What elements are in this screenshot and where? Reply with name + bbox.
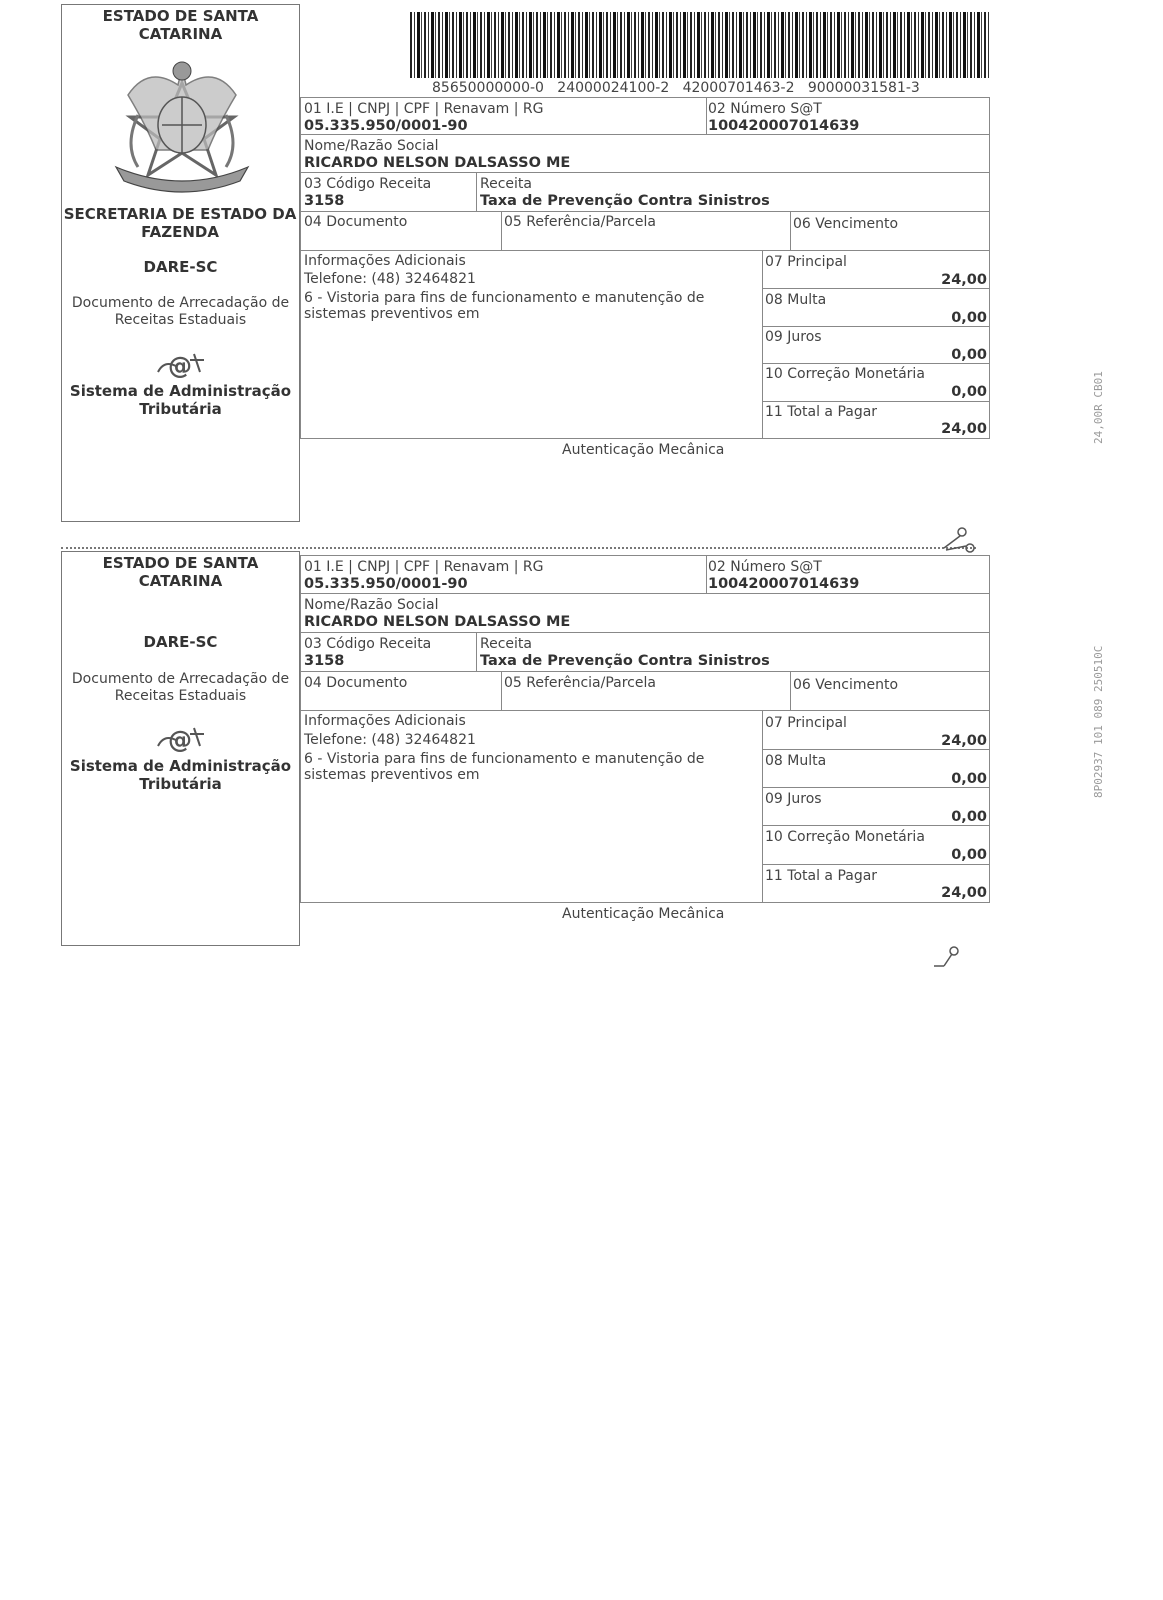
- top-info-text: 6 - Vistoria para fins de funcionamento e manutenção de sistemas preventivos em: [304, 290, 705, 322]
- top-f09-label: 09 Juros: [765, 329, 822, 345]
- sat-logo-icon: [154, 350, 208, 380]
- top-f03-value: 3158: [304, 193, 345, 209]
- bottom-doc-title: Documento de Arrecadação de Receitas Estaduais: [71, 671, 290, 704]
- top-f01-value: 05.335.950/0001-90: [304, 118, 468, 134]
- top-info-phone: Telefone: (48) 32464821: [304, 271, 476, 287]
- top-receita-value: Taxa de Prevenção Contra Sinistros: [480, 193, 770, 209]
- top-system-title: Sistema de Administração Tributária: [69, 382, 292, 418]
- top-auth-label: Autenticação Mecânica: [562, 442, 725, 458]
- bottom-name-label: Nome/Razão Social: [304, 597, 439, 613]
- bottom-receita-value: Taxa de Prevenção Contra Sinistros: [480, 653, 770, 669]
- top-f09-value: 0,00: [951, 347, 987, 363]
- top-f06-label: 06 Vencimento: [793, 216, 899, 232]
- bottom-system-title: Sistema de Administração Tributária: [69, 757, 292, 793]
- top-f11-label: 11 Total a Pagar: [765, 404, 878, 420]
- bottom-f03-label: 03 Código Receita: [304, 636, 432, 652]
- barcode: [410, 12, 990, 78]
- bottom-f10-value: 0,00: [951, 847, 987, 863]
- bottom-f04-label: 04 Documento: [304, 675, 408, 691]
- bottom-f01-value: 05.335.950/0001-90: [304, 576, 468, 592]
- bottom-f08-label: 08 Multa: [765, 753, 827, 769]
- side-stamp-bottom: 8P02937 101 089 250510C: [1092, 645, 1105, 798]
- top-name-value: RICARDO NELSON DALSASSO ME: [304, 155, 571, 171]
- top-f10-label: 10 Correção Monetária: [765, 366, 925, 382]
- top-receita-label: Receita: [480, 176, 532, 192]
- bottom-f05-label: 05 Referência/Parcela: [504, 675, 656, 691]
- bottom-f08-value: 0,00: [951, 771, 987, 787]
- bottom-sat-logo-icon: [154, 724, 208, 754]
- coat-of-arms-icon: [108, 55, 256, 195]
- bottom-f07-value: 24,00: [941, 733, 987, 749]
- bottom-scissors-icon: [930, 944, 964, 970]
- secretaria-title: SECRETARIA DE ESTADO DA FAZENDA: [63, 205, 297, 241]
- top-f05-label: 05 Referência/Parcela: [504, 214, 656, 230]
- top-f11-value: 24,00: [941, 421, 987, 437]
- bottom-f09-value: 0,00: [951, 809, 987, 825]
- scissors-icon: [936, 524, 978, 558]
- bottom-f11-label: 11 Total a Pagar: [765, 868, 878, 884]
- bottom-f10-label: 10 Correção Monetária: [765, 829, 925, 845]
- bottom-f01-label: 01 I.E | CNPJ | CPF | Renavam | RG: [304, 559, 544, 575]
- svg-text:@: @: [168, 352, 192, 380]
- top-name-label: Nome/Razão Social: [304, 138, 439, 154]
- top-state-title: ESTADO DE SANTA CATARINA: [102, 7, 259, 43]
- top-f07-label: 07 Principal: [765, 254, 847, 270]
- bottom-f02-label: 02 Número S@T: [708, 559, 822, 575]
- top-f02-label: 02 Número S@T: [708, 101, 822, 117]
- top-f04-label: 04 Documento: [304, 214, 408, 230]
- top-f03-label: 03 Código Receita: [304, 176, 432, 192]
- top-f07-value: 24,00: [941, 272, 987, 288]
- cut-line: [61, 547, 976, 549]
- bottom-receita-label: Receita: [480, 636, 532, 652]
- bottom-f09-label: 09 Juros: [765, 791, 822, 807]
- bottom-f03-value: 3158: [304, 653, 345, 669]
- bottom-state-title: ESTADO DE SANTA CATARINA: [102, 554, 259, 590]
- top-info-label: Informações Adicionais: [304, 253, 466, 269]
- bottom-info-phone: Telefone: (48) 32464821: [304, 732, 476, 748]
- bottom-f06-label: 06 Vencimento: [793, 677, 899, 693]
- bottom-f11-value: 24,00: [941, 885, 987, 901]
- top-f10-value: 0,00: [951, 384, 987, 400]
- bottom-auth-label: Autenticação Mecânica: [562, 906, 725, 922]
- side-stamp-top: 24,00R CB01: [1092, 371, 1105, 444]
- top-f08-label: 08 Multa: [765, 292, 827, 308]
- bottom-dare-title: DARE-SC: [143, 633, 218, 651]
- bottom-name-value: RICARDO NELSON DALSASSO ME: [304, 614, 571, 630]
- bottom-info-label: Informações Adicionais: [304, 713, 466, 729]
- top-f08-value: 0,00: [951, 310, 987, 326]
- bottom-info-text: 6 - Vistoria para fins de funcionamento e manutenção de sistemas preventivos em: [304, 751, 705, 783]
- bottom-f07-label: 07 Principal: [765, 715, 847, 731]
- top-doc-title: Documento de Arrecadação de Receitas Estaduais: [71, 295, 290, 328]
- svg-text:@: @: [168, 726, 192, 754]
- top-dare-title: DARE-SC: [143, 258, 218, 276]
- barcode-digits: 85650000000-0 24000024100-2 42000701463-2 90000031581-3: [432, 80, 920, 96]
- bottom-f02-value: 100420007014639: [708, 576, 860, 592]
- top-f01-label: 01 I.E | CNPJ | CPF | Renavam | RG: [304, 101, 544, 117]
- top-f02-value: 100420007014639: [708, 118, 860, 134]
